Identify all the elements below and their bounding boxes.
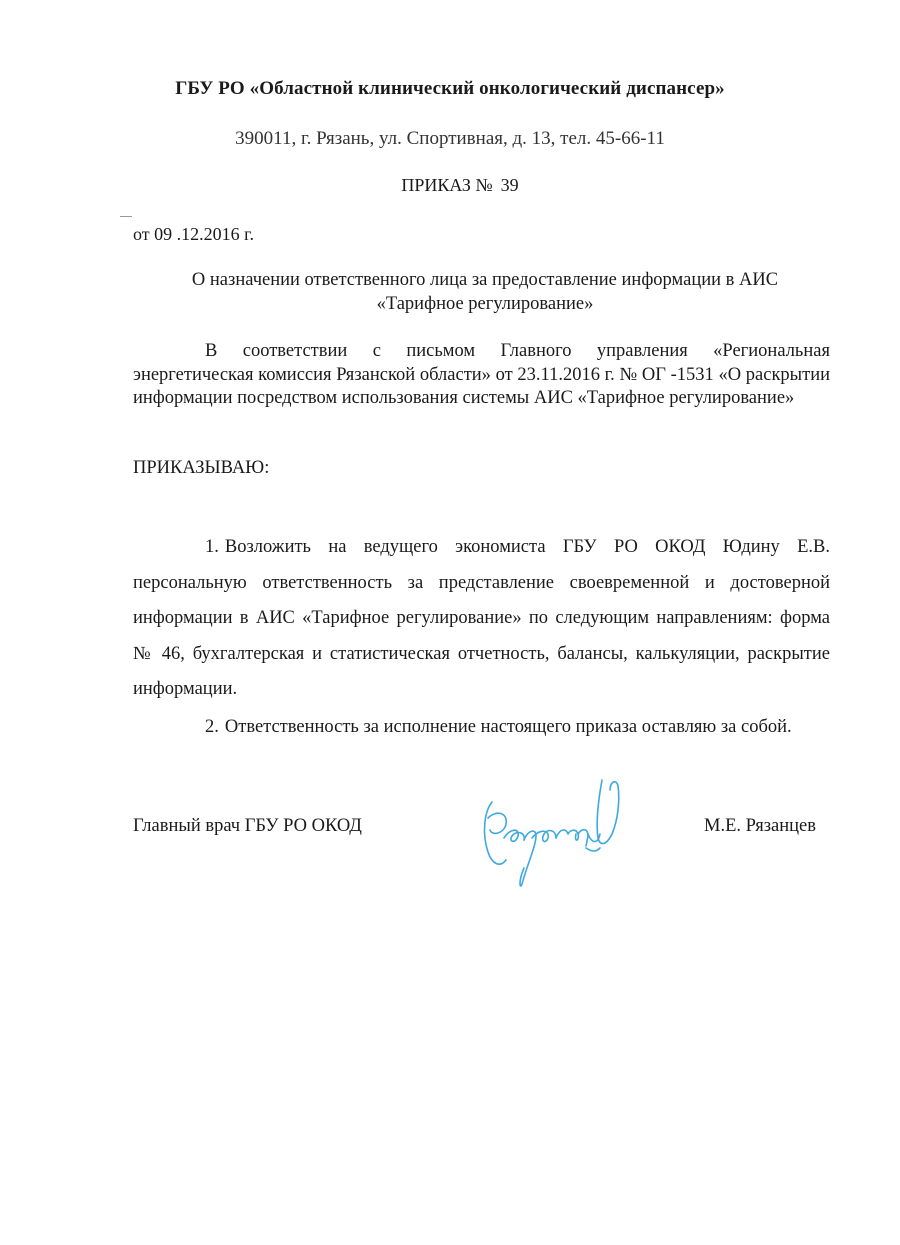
order-title-label: ПРИКАЗ №: [401, 175, 493, 195]
order-title: [0, 175, 900, 196]
order-item: [133, 530, 830, 708]
order-items: [133, 530, 830, 742]
organization-address: 390011, г. Рязань, ул. Спортивная, д. 13, тел. 45-66-11: [235, 128, 665, 149]
order-date: от 09 .12.2016 г.: [133, 224, 254, 244]
order-number: 39: [500, 175, 519, 195]
preamble-paragraph: В соответствии с письмом Главного управления «Региональная энергетическая комиссия Рязанской области» от 23.11.2016 г. № ОГ -1531 «О раскрытии информации посредством использования системы АИС «Тарифное регулирование»: [133, 341, 830, 408]
order-subject-line-2: «Тарифное регулирование»: [376, 294, 594, 314]
signatory-name: М.Е. Рязанцев: [704, 816, 816, 836]
order-item: [133, 712, 830, 742]
order-directive-word: ПРИКАЗЫВАЮ:: [133, 458, 270, 478]
order-item-text: Возложить на ведущего экономиста ГБУ РО ОКОД Юдину Е.В. персональную ответственность за представление своевременной и достоверной информации в АИС «Тарифное регулирование» по следующим направлениям: форма № 46, бухгалтерская и статистическая отчетность, балансы, калькуляции, раскрытие информации.: [133, 537, 830, 699]
order-subject: [130, 268, 840, 316]
order-item-number: 2.: [205, 716, 219, 737]
handwritten-signature: [470, 772, 640, 892]
order-item-text: Ответственность за исполнение настоящего приказа оставляю за собой.: [224, 716, 792, 737]
order-item-number: 1.: [205, 537, 219, 557]
date-mark: [120, 216, 132, 217]
signatory-position: Главный врач ГБУ РО ОКОД: [133, 816, 362, 836]
organization-name: ГБУ РО «Областной клинический онкологический диспансер»: [175, 78, 725, 99]
order-subject-line-1: О назначении ответственного лица за предоставление информации в АИС: [191, 270, 779, 290]
